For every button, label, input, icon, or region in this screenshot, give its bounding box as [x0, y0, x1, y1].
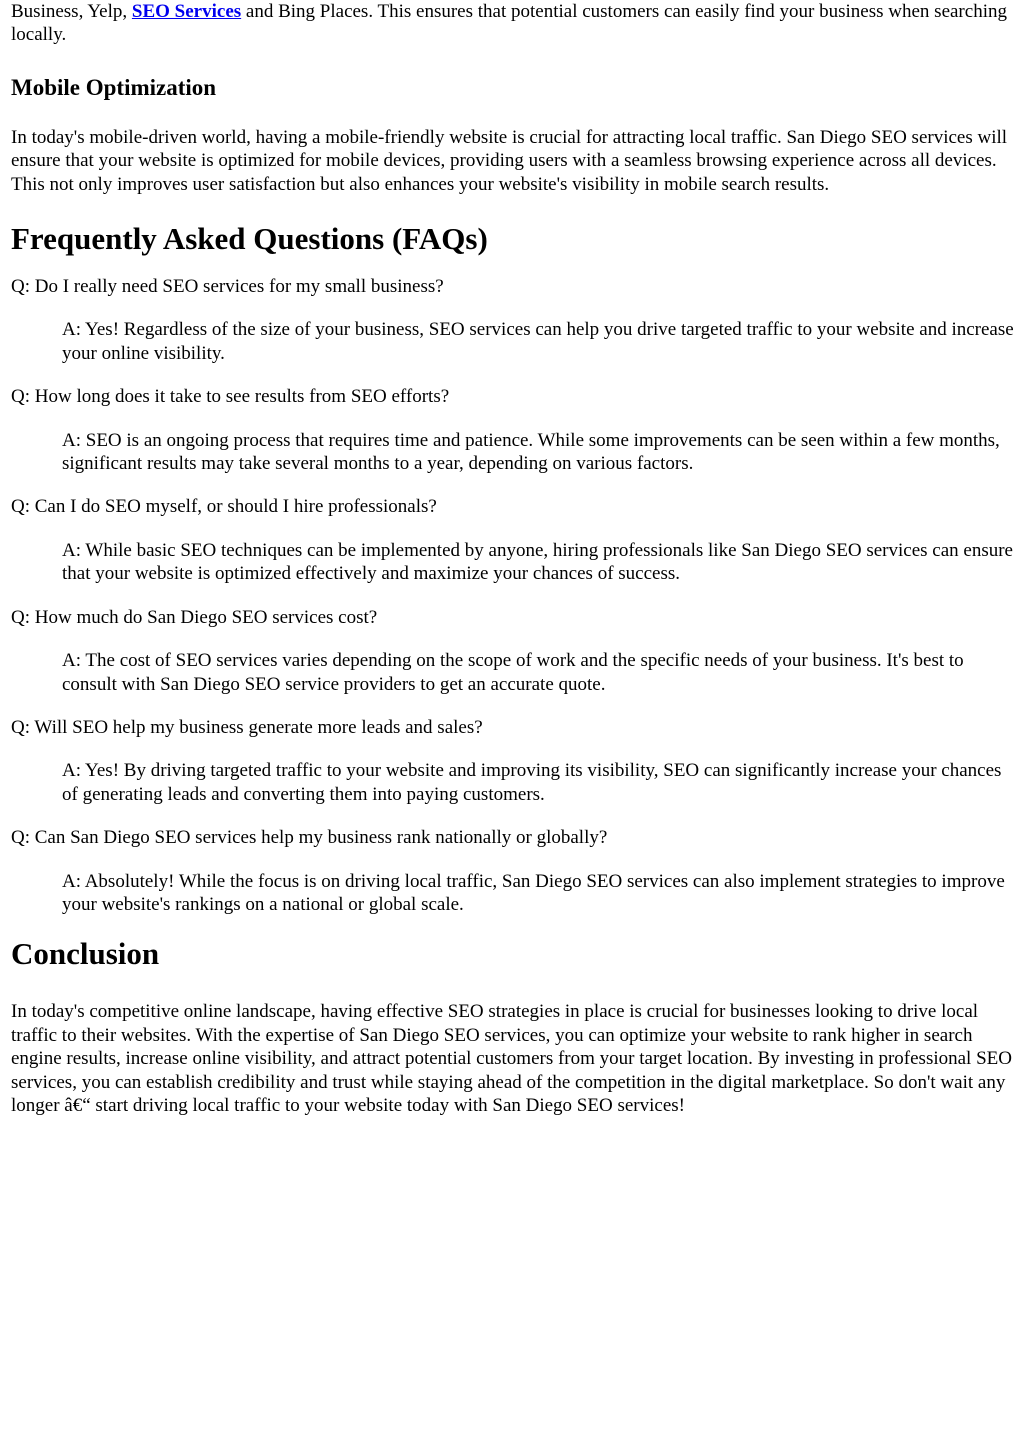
faq-answer: A: Yes! Regardless of the size of your business, SEO services can help you drive targeted traffic to your website and increase your online visibility.: [62, 319, 1014, 364]
seo-services-link[interactable]: SEO Services: [131, 1, 242, 22]
faq-question: Q: Can I do SEO myself, or should I hire professionals?: [11, 496, 437, 518]
faq-item: [11, 826, 1014, 916]
faq-answer: A: SEO is an ongoing process that requires time and patience. While some improvements can be seen within a few months, significant results may take several months to a year, depending on various factors.: [62, 429, 1000, 475]
faq-answer: A: Yes! By driving targeted traffic to your website and improving its visibility, SEO can significantly increase your chances of generating leads and converting them into paying customers.: [62, 760, 1002, 805]
faq-question: Q: Will SEO help my business generate more leads and sales?: [11, 716, 483, 738]
faq-question: Q: How long does it take to see results from SEO efforts?: [11, 386, 450, 408]
mobile-optimization-heading: Mobile Optimization: [11, 74, 217, 100]
faq-answer: A: The cost of SEO services varies depending on the scope of work and the specific needs of your business. It's best to consult with San Diego SEO service providers to get an accurate quote.: [62, 650, 964, 695]
conclusion-heading: Conclusion: [11, 936, 160, 972]
faq-item: [11, 495, 1014, 585]
intro-paragraph: [11, 0, 1014, 47]
intro-prefix: Business, Yelp,: [11, 1, 132, 22]
faq-question: Q: Do I really need SEO services for my small business?: [11, 276, 444, 298]
faq-item: [11, 275, 1014, 365]
faq-question: Q: Can San Diego SEO services help my business rank nationally or globally?: [11, 827, 608, 849]
conclusion-paragraph: In today's competitive online landscape, having effective SEO strategies in place is crucial for businesses looking to drive local traffic to their websites. With the expertise of San Diego SEO services, you can optimize your website to rank higher in search engine results, increase online visibility, and attract potential customers from your target location. By investing in professional SEO services, you can establish credibility and trust while staying ahead of the competition in the digital marketplace. So don't wait any longer â€“ start driving local traffic to your website today with San Diego SEO services!: [11, 1001, 1012, 1116]
faq-heading: Frequently Asked Questions (FAQs): [11, 221, 488, 257]
faq-answer: A: Absolutely! While the focus is on driving local traffic, San Diego SEO services can also implement strategies to improve your website's rankings on a national or global scale.: [62, 870, 1005, 915]
faq-question: Q: How much do San Diego SEO services cost?: [11, 606, 378, 628]
faq-item: [11, 385, 1014, 475]
faq-list: [11, 275, 1014, 916]
faq-item: [11, 606, 1014, 696]
faq-item: [11, 716, 1014, 806]
intro-suffix: and Bing Places. This ensures that potential customers can easily find your business when searching locally.: [11, 1, 1007, 46]
faq-answer: A: While basic SEO techniques can be implemented by anyone, hiring professionals like San Diego SEO services can ensure that your website is optimized effectively and maximize your chances of success.: [62, 539, 1013, 585]
mobile-optimization-paragraph: In today's mobile-driven world, having a mobile-friendly website is crucial for attracting local traffic. San Diego SEO services will ensure that your website is optimized for mobile devices, providing users with a seamless browsing experience across all devices. This not only improves user satisfaction but also enhances your website's visibility in mobile search results.: [11, 126, 1008, 195]
